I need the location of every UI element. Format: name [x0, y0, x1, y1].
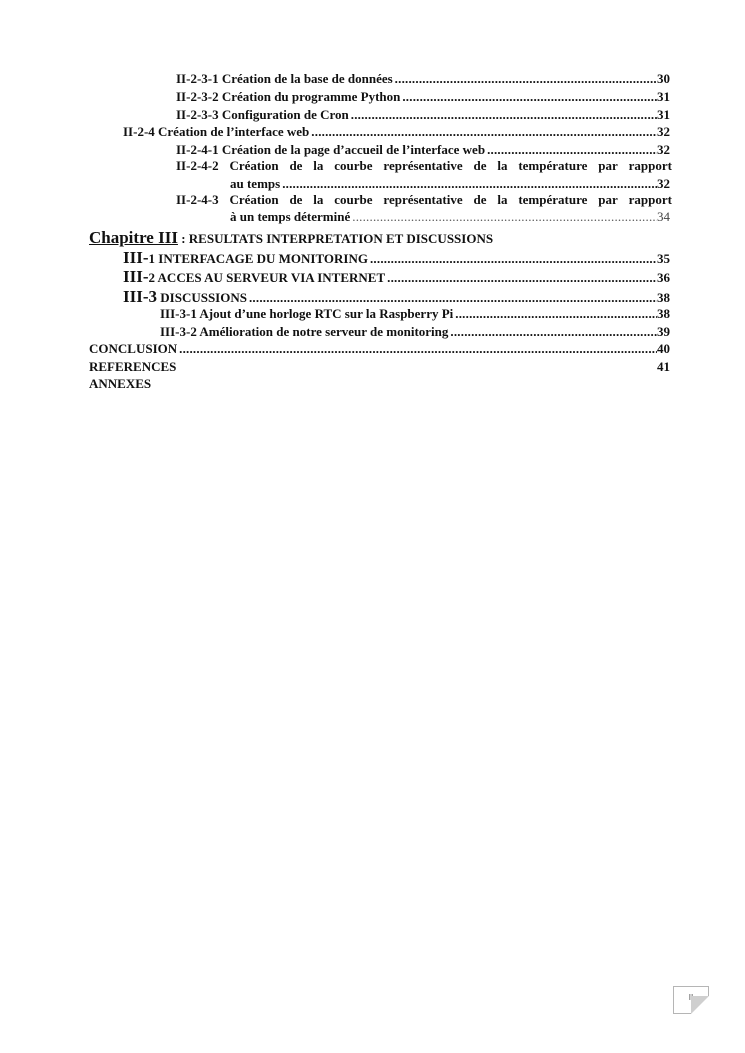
- toc-word: la: [313, 192, 324, 207]
- toc-entry-label: ANNEXES: [89, 376, 152, 391]
- toc-entry-label: [123, 268, 385, 287]
- toc-entry-page: 35: [657, 251, 670, 266]
- toc-entry-ii-2-4-3-line1: [176, 192, 672, 208]
- section-number: III-: [123, 248, 149, 267]
- toc-word: II-2-4-3: [176, 192, 219, 207]
- toc-entry-ii-2-3-2: [176, 89, 670, 105]
- toc-entry-label: CONCLUSION: [89, 341, 178, 356]
- toc-entry-ii-2-4-3-line2: [230, 209, 670, 225]
- toc-entry-page: 38: [657, 290, 670, 305]
- toc-entry-iii-3: [123, 288, 670, 307]
- toc-word: rapport: [628, 158, 672, 173]
- toc-entry-label: à un temps déterminé: [230, 209, 351, 224]
- toc-entry-ii-2-4-2-line1: [176, 158, 672, 174]
- toc-entry-label: [123, 288, 247, 307]
- toc-entry-annexes: [89, 376, 151, 392]
- toc-entry-page: 32: [657, 124, 670, 139]
- toc-leader-dots: [370, 250, 657, 268]
- toc-leader-dots: [179, 341, 657, 357]
- toc-entry-page: 40: [657, 341, 670, 356]
- toc-entry-page: 36: [657, 270, 670, 285]
- toc-entry-label: III-3-1 Ajout d’une horloge RTC sur la Raspberry Pi: [160, 306, 454, 321]
- toc-leader-dots: [387, 269, 657, 287]
- section-number: III-: [123, 267, 149, 286]
- toc-entry-label: II-2-4 Création de l’interface web: [123, 124, 310, 139]
- toc-entry-ii-2-4-2-line2: [230, 176, 670, 192]
- toc-entry-page: 30: [657, 71, 670, 86]
- toc-entry-page: 31: [657, 89, 670, 104]
- toc-entry-iii-3-1: [160, 306, 670, 322]
- section-title: DISCUSSIONS: [157, 290, 247, 305]
- toc-entry-page: 34: [657, 209, 670, 224]
- toc-entry-page: 32: [657, 142, 670, 157]
- toc-entry-ii-2-3-1: [176, 71, 670, 87]
- section-title: 1 INTERFACAGE DU MONITORING: [148, 251, 368, 266]
- toc-leader-dots: [402, 89, 657, 105]
- toc-leader-dots: [311, 124, 657, 140]
- toc-word: de: [289, 158, 303, 173]
- toc-entry-ii-2-4-1: [176, 142, 670, 158]
- toc-leader-dots: [282, 176, 657, 192]
- toc-entry-label: II-2-3-3 Configuration de Cron: [176, 107, 349, 122]
- toc-entry-label: II-2-4-1 Création de la page d’accueil de l’interface web: [176, 142, 486, 157]
- toc-word: température: [518, 192, 588, 207]
- page-number-box: [673, 986, 709, 1014]
- toc-word: de: [473, 192, 487, 207]
- toc-entry-page: 31: [657, 107, 670, 122]
- toc-entry-iii-2: [123, 268, 670, 287]
- toc-entry-page: 38: [657, 306, 670, 321]
- toc-word: de: [289, 192, 303, 207]
- toc-entry-label: REFERENCES: [89, 359, 177, 374]
- toc-entry-page: 32: [657, 176, 670, 191]
- toc-entry-ii-2-4: [123, 124, 670, 140]
- toc-leader-dots: [395, 71, 657, 87]
- toc-word: température: [518, 158, 588, 173]
- page-curl-icon: [691, 996, 709, 1014]
- toc-word: par: [598, 192, 618, 207]
- page-number: II: [688, 993, 694, 1002]
- toc-leader-dots: [352, 209, 657, 225]
- toc-entry-label: au temps: [230, 176, 281, 191]
- section-number: III-3: [123, 287, 158, 306]
- chapter-subtitle: : RESULTATS INTERPRETATION ET DISCUSSIONS: [177, 231, 494, 246]
- toc-entry-page: 41: [657, 359, 670, 374]
- toc-entry-references: [89, 359, 670, 375]
- toc-entry-ii-2-3-3: [176, 107, 670, 123]
- toc-entry-iii-1: [123, 249, 670, 268]
- toc-word: rapport: [628, 192, 672, 207]
- toc-word: la: [497, 158, 508, 173]
- toc-entry-label: II-2-3-1 Création de la base de données: [176, 71, 393, 86]
- toc-leader-dots: [351, 107, 657, 123]
- toc-word: courbe: [334, 192, 373, 207]
- toc-word: II-2-4-2: [176, 158, 219, 173]
- toc-entry-conclusion: [89, 341, 670, 357]
- toc-leader-dots: [249, 289, 657, 307]
- toc-word: Création: [229, 192, 279, 207]
- toc-word: par: [598, 158, 618, 173]
- toc-word: représentative: [383, 192, 463, 207]
- toc-word: courbe: [334, 158, 373, 173]
- toc-entry-label: II-2-3-2 Création du programme Python: [176, 89, 401, 104]
- toc-leader-dots: [450, 324, 657, 340]
- toc-word: Création: [229, 158, 279, 173]
- section-title: 2 ACCES AU SERVEUR VIA INTERNET: [148, 270, 386, 285]
- toc-word: la: [497, 192, 508, 207]
- toc-word: la: [313, 158, 324, 173]
- toc-leader-dots: [455, 306, 657, 322]
- toc-entry-label: [123, 249, 368, 268]
- chapter-title: Chapitre III: [89, 228, 178, 247]
- toc-word: de: [473, 158, 487, 173]
- toc-chapter-iii: [89, 228, 493, 249]
- toc-word: représentative: [383, 158, 463, 173]
- toc-entry-page: 39: [657, 324, 670, 339]
- toc-entry-iii-3-2: [160, 324, 670, 340]
- toc-entry-label: III-3-2 Amélioration de notre serveur de monitoring: [160, 324, 449, 339]
- toc-leader-dots: [487, 142, 657, 158]
